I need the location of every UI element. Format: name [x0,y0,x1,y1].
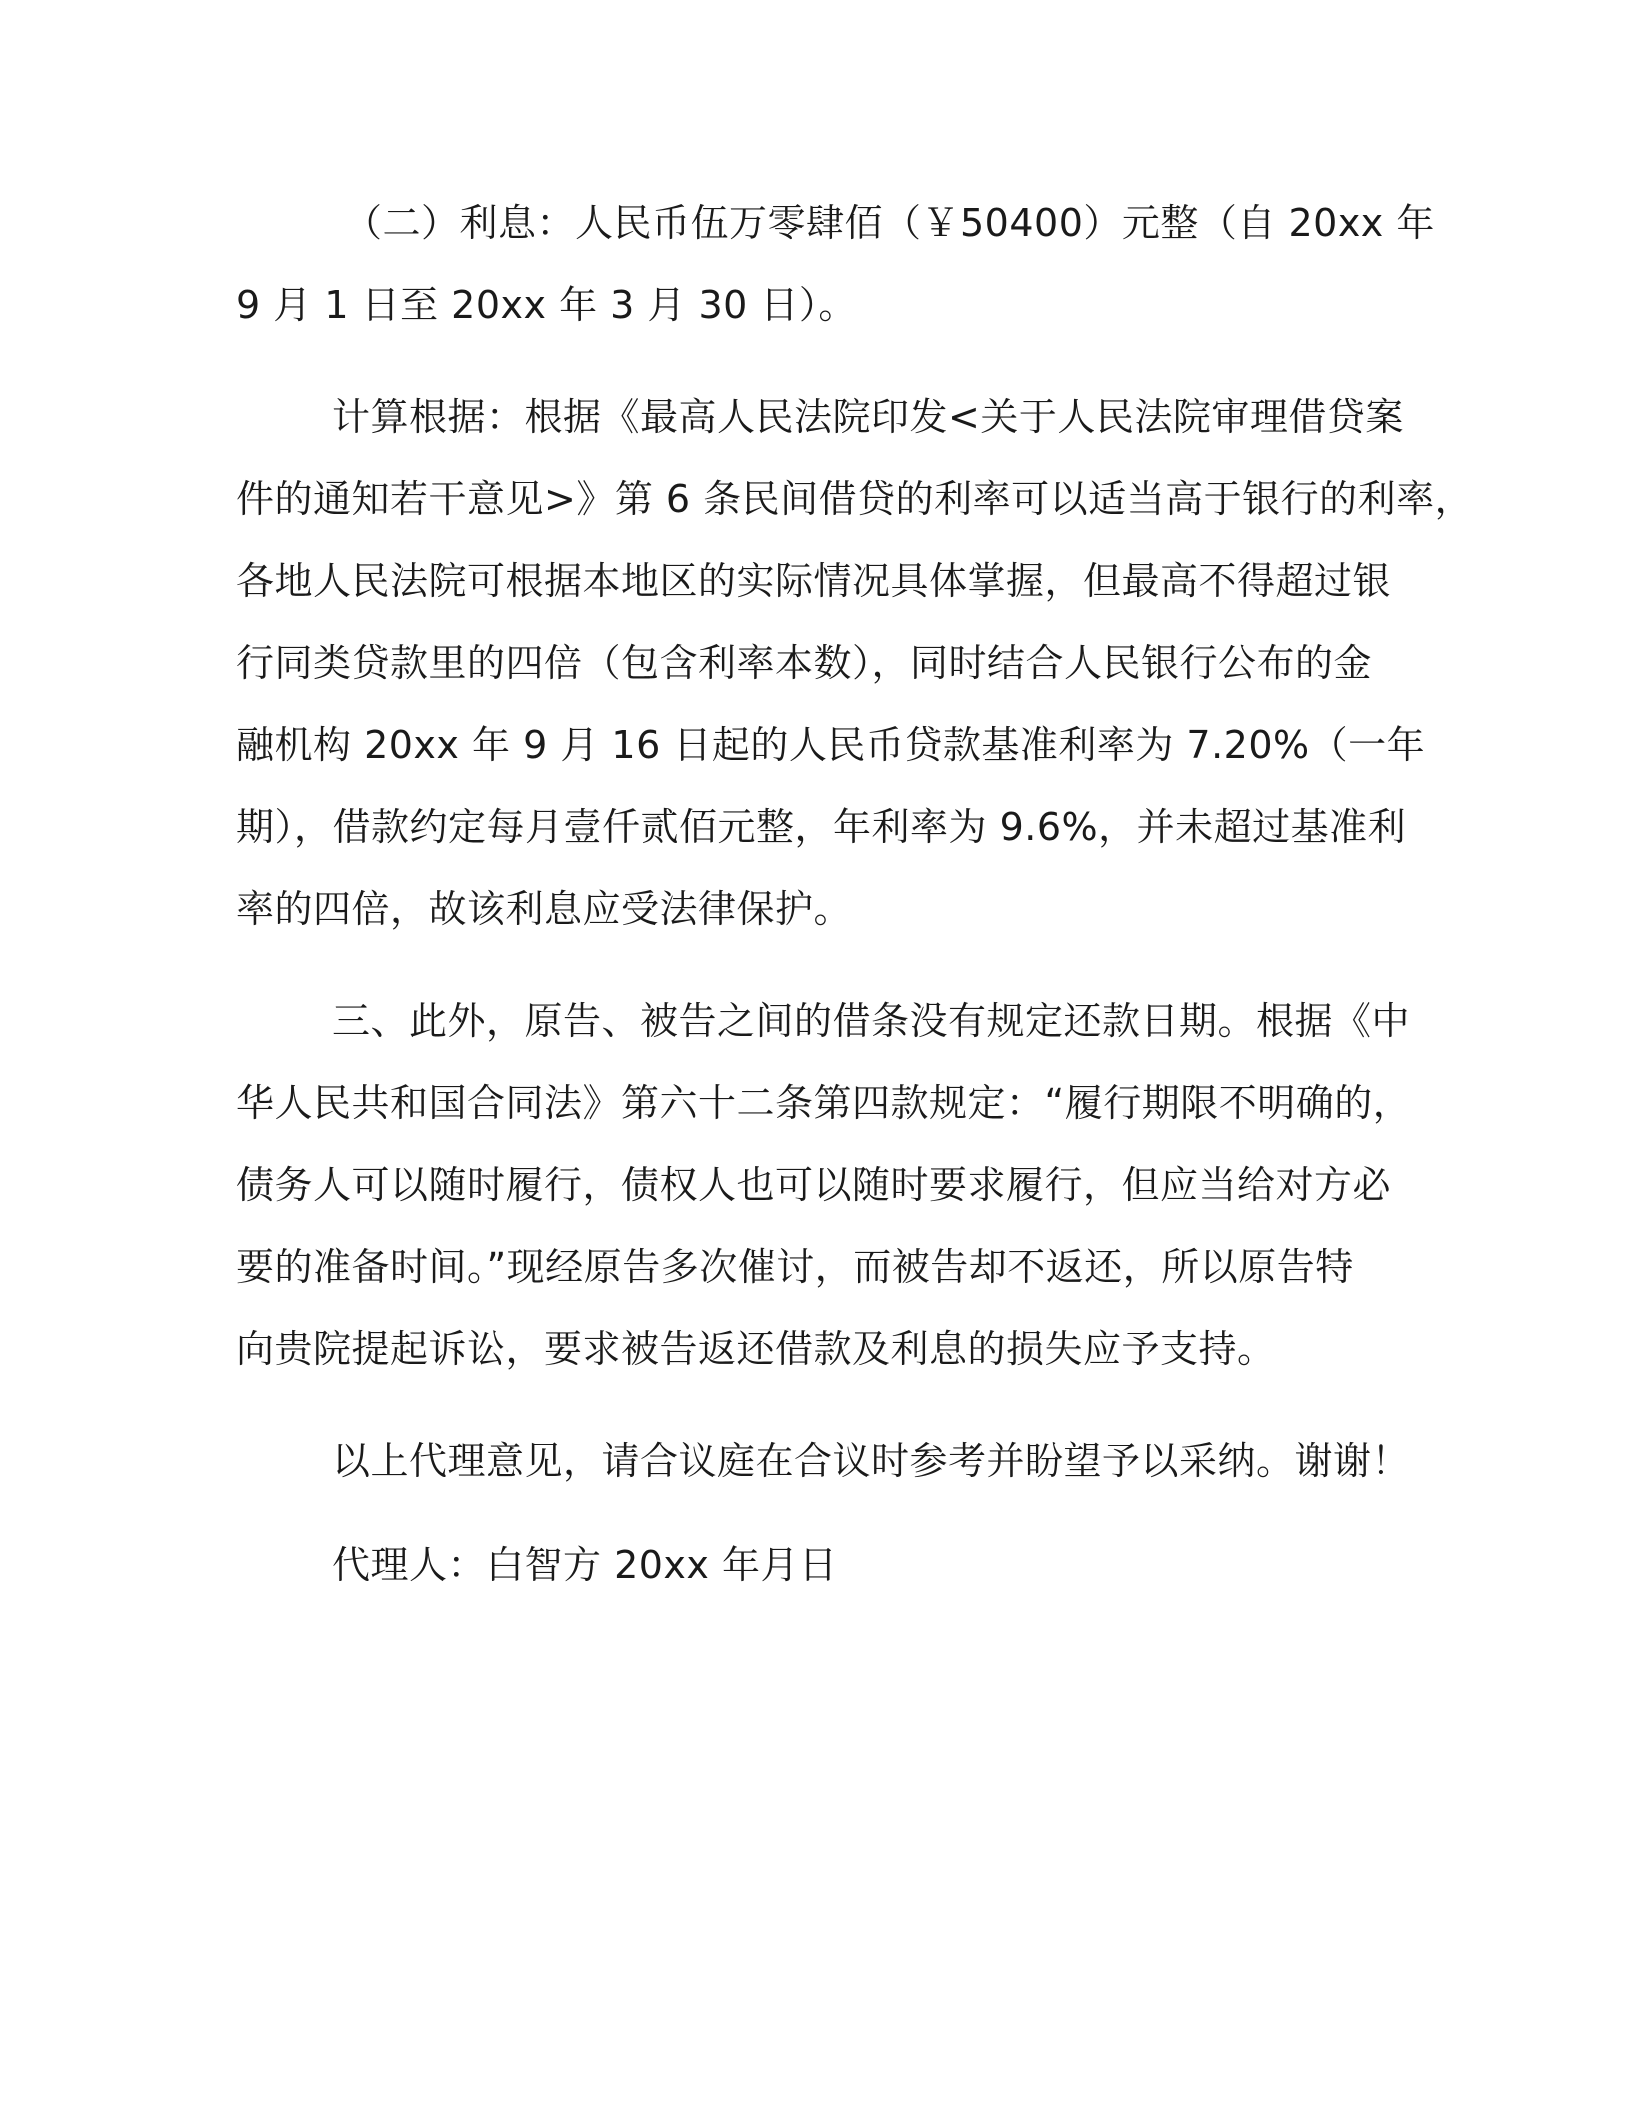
text-line: 件的通知若干意见>》第 6 条民间借贷的利率可以适当高于银行的利率， [236,477,1474,521]
text-line: 行同类贷款里的四倍（包含利率本数），同时结合人民银行公布的金 [236,641,1373,685]
text-line: 计算根据：根据《最高人民法院印发<关于人民法院审理借贷案 [332,395,1404,439]
paragraph-signature [236,1524,1416,1606]
text-line: 期），借款约定每月壹仟贰佰元整，年利率为 9.6%，并未超过基准利 [236,805,1407,849]
paragraph-calculation-basis [236,376,1474,950]
paragraph-interest [236,182,1435,346]
document-body [236,182,1474,1606]
paragraph-spacer [236,1390,1416,1420]
text-line: 各地人民法院可根据本地区的实际情况具体掌握，但最高不得超过银 [236,559,1392,603]
text-line: 代理人：白智方 20xx 年月日 [332,1543,838,1587]
paragraph-repayment-date [236,980,1416,1390]
text-line: 融机构 20xx 年 9 月 16 日起的人民币贷款基准利率为 7.20%（一年 [236,723,1426,767]
paragraph-spacer [236,1502,1416,1524]
paragraph-spacer [236,950,1416,980]
text-line: 债务人可以随时履行，债权人也可以随时要求履行，但应当给对方必 [236,1163,1392,1207]
paragraph-spacer [236,346,1416,376]
text-line: 向贵院提起诉讼，要求被告返还借款及利息的损失应予支持。 [236,1327,1276,1371]
text-line: 以上代理意见，请合议庭在合议时参考并盼望予以采纳。谢谢！ [332,1439,1411,1483]
text-line: （二）利息：人民币伍万零肆佰（￥50400）元整（自 20xx 年 [344,201,1435,245]
text-line: 9 月 1 日至 20xx 年 3 月 30 日）。 [236,283,857,327]
text-line: 三、此外，原告、被告之间的借条没有规定还款日期。根据《中 [332,999,1411,1043]
text-line: 要的准备时间。”现经原告多次催讨，而被告却不返还，所以原告特 [236,1245,1354,1289]
text-line: 华人民共和国合同法》第六十二条第四款规定：“履行期限不明确的， [236,1081,1412,1125]
paragraph-closing [236,1420,1416,1502]
text-line: 率的四倍，故该利息应受法律保护。 [236,887,853,931]
